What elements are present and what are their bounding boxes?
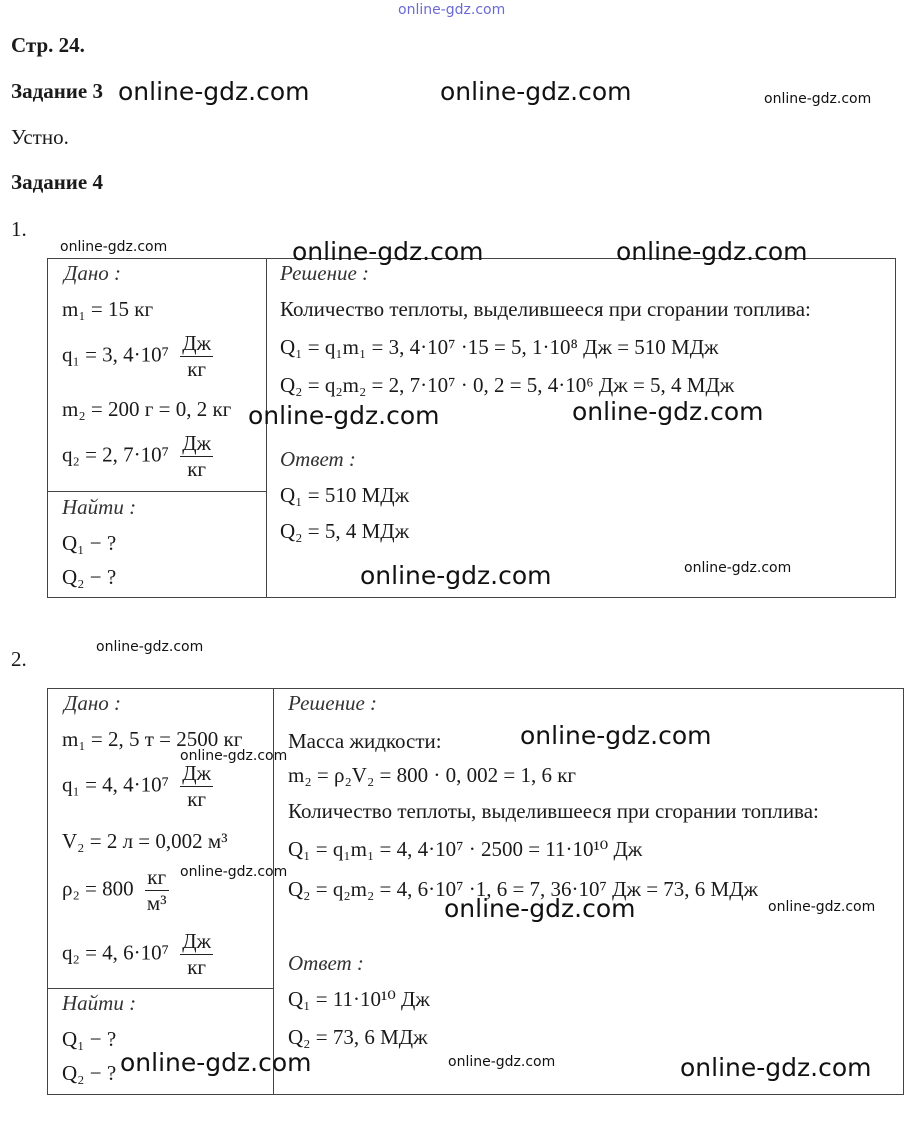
watermark: online-gdz.com	[120, 1048, 312, 1077]
watermark: online-gdz.com	[118, 77, 310, 106]
p1-find-label: Найти :	[62, 495, 137, 519]
p2-solution-line-5: Q₂ = q₂m₂ = 4, 6·10⁷ ·1, 6 = 7, 36·10⁷ Дж = 73, 6 МДж	[288, 877, 759, 901]
watermark: online-gdz.com	[180, 748, 288, 764]
p1-solution-line-3: Q₂ = q₂m₂ = 2, 7·10⁷ · 0, 2 = 5, 4·10⁶ Дж = 5, 4 МДж	[280, 373, 735, 397]
p2-answer-label: Ответ :	[288, 951, 364, 975]
p1-given-m1: m₁ = 15 кг	[62, 297, 154, 321]
task3-text: Устно.	[11, 125, 69, 149]
p2-find-label: Найти :	[62, 991, 137, 1015]
p2-find-q2: Q₂ − ?	[62, 1061, 117, 1085]
p1-answer-label: Ответ :	[280, 447, 356, 471]
p2-solution-label: Решение :	[288, 691, 378, 715]
watermark: online-gdz.com	[764, 91, 872, 107]
watermark: online-gdz.com	[292, 237, 484, 266]
task3-title: Задание 3	[11, 79, 103, 103]
watermark: online-gdz.com	[448, 1054, 556, 1070]
watermark: online-gdz.com	[680, 1053, 872, 1082]
p2-given-label: Дано :	[64, 691, 122, 715]
p1-answer-q1: Q₁ = 510 МДж	[280, 483, 410, 507]
p2-given-v2: V₂ = 2 л = 0,002 м³	[62, 829, 228, 853]
p2-given-rho2: ρ₂ = 800 $\frac{кг}{\text{м³}}$	[62, 865, 167, 915]
p2-solution-line-2: m₂ = ρ₂V₂ = 800 · 0, 002 = 1, 6 кг	[288, 763, 577, 787]
p2-find-q1: Q₁ − ?	[62, 1027, 117, 1051]
p1-given-q2: q₂ = 2, 7·10⁷ $\frac{Дж}{кг}$	[62, 431, 212, 481]
p1-find-q1: Q₁ − ?	[62, 531, 117, 555]
item-2-number: 2.	[11, 647, 27, 671]
page-number: Стр. 24.	[11, 33, 85, 57]
task4-title: Задание 4	[11, 170, 103, 194]
p1-given-label: Дано :	[64, 261, 122, 285]
watermark: online-gdz.com	[520, 721, 712, 750]
p2-solution-line-3: Количество теплоты, выделившееся при сгорании топлива:	[288, 799, 819, 823]
watermark: online-gdz.com	[768, 899, 876, 915]
watermark: online-gdz.com	[60, 239, 168, 255]
watermark: online-gdz.com	[440, 77, 632, 106]
watermark: online-gdz.com	[360, 561, 552, 590]
problem2-table	[47, 688, 904, 1095]
item-1-number: 1.	[11, 217, 27, 241]
p1-solution-label: Решение :	[280, 261, 370, 285]
watermark: online-gdz.com	[444, 894, 636, 923]
p2-solution-line-1: Масса жидкости:	[288, 729, 442, 753]
p2-solution-line-4: Q₁ = q₁m₁ = 4, 4·10⁷ · 2500 = 11·10¹⁰ Дж	[288, 837, 643, 861]
p2-given-q1: q₁ = 4, 4·10⁷ $\frac{Дж}{кг}$	[62, 761, 212, 811]
watermark: online-gdz.com	[248, 401, 440, 430]
p2-answer-q1: Q₁ = 11·10¹⁰ Дж	[288, 987, 430, 1011]
watermark: online-gdz.com	[684, 560, 792, 576]
p1-given-q1: q₁ = 3, 4·10⁷ $\frac{Дж}{кг}$	[62, 331, 212, 381]
watermark: online-gdz.com	[180, 864, 288, 880]
p1-find-q2: Q₂ − ?	[62, 565, 117, 589]
header-watermark: online-gdz.com	[398, 2, 506, 18]
p2-answer-q2: Q₂ = 73, 6 МДж	[288, 1025, 428, 1049]
p1-answer-q2: Q₂ = 5, 4 МДж	[280, 519, 410, 543]
watermark: online-gdz.com	[616, 237, 808, 266]
watermark: online-gdz.com	[572, 397, 764, 426]
p2-given-m1: m₁ = 2, 5 т = 2500 кг	[62, 727, 243, 751]
p2-given-q2: q₂ = 4, 6·10⁷ $\frac{Дж}{кг}$	[62, 929, 212, 979]
problem1-table	[47, 258, 896, 598]
p1-solution-line-1: Количество теплоты, выделившееся при сгорании топлива:	[280, 297, 811, 321]
p1-solution-line-2: Q₁ = q₁m₁ = 3, 4·10⁷ ·15 = 5, 1·10⁸ Дж = 510 МДж	[280, 335, 719, 359]
watermark: online-gdz.com	[96, 639, 204, 655]
p1-given-m2: m₂ = 200 г = 0, 2 кг	[62, 397, 232, 421]
